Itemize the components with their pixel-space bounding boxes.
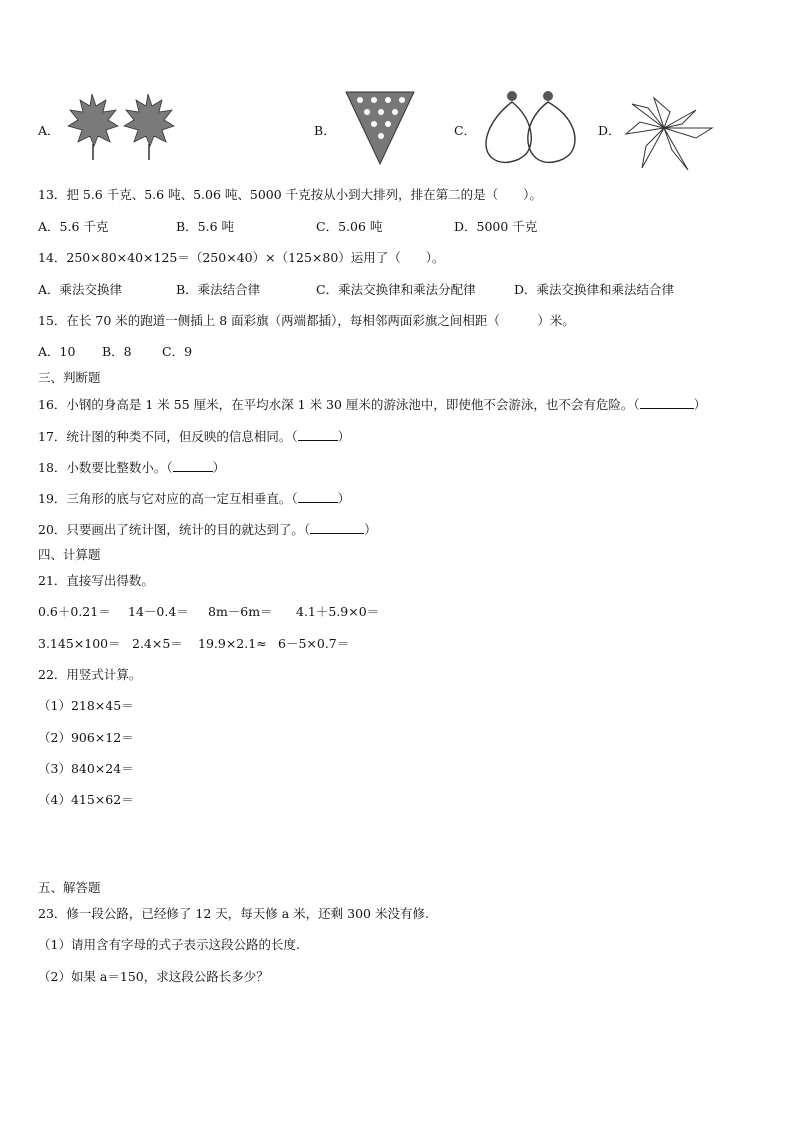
q15-option-a: A．10	[38, 344, 76, 359]
answer-blank[interactable]	[310, 521, 364, 534]
q21-row-1	[38, 604, 379, 620]
q14-option-d: D．乘法交换律和乘法结合律	[514, 282, 675, 297]
maple-leaves-figure	[60, 90, 180, 162]
maple-leaf-right-icon	[124, 94, 174, 160]
q22-item-2: （2）906×12＝	[38, 730, 134, 745]
q22-item-4: （4）415×62＝	[38, 792, 134, 807]
triangle-flowers-figure	[344, 90, 416, 166]
calc-item: 4.1＋5.9×0＝	[296, 604, 380, 619]
option-a-label: A．	[38, 123, 60, 138]
question-23: 23．修一段公路，已经修了 12 天，每天修 a 米，还剩 300 米没有修.	[38, 906, 429, 921]
section-5-heading: 五、解答题	[38, 880, 101, 895]
question-15-options	[38, 344, 192, 360]
question-19: 19．三角形的底与它对应的高一定互相垂直。（ ）	[38, 491, 351, 506]
q22-item-3: （3）840×24＝	[38, 761, 134, 776]
calc-item: 19.9×2.1≈	[198, 636, 267, 651]
option-d-label: D．	[598, 123, 621, 138]
question-17: 17．统计图的种类不同，但反映的信息相同。（ ）	[38, 429, 351, 444]
question-20: 20．只要画出了统计图，统计的目的就达到了。（ ）	[38, 522, 377, 537]
answer-blank[interactable]	[640, 396, 694, 409]
answer-blank[interactable]	[298, 428, 338, 441]
calc-item: 14－0.4＝	[128, 604, 189, 619]
section-3-heading: 三、判断题	[38, 370, 101, 385]
q14-option-b: B．乘法结合律	[176, 282, 261, 297]
q13-option-d: D．5000 千克	[454, 219, 538, 234]
calc-item: 3.145×100＝	[38, 636, 121, 651]
maple-leaf-left-icon	[68, 94, 118, 160]
calc-item: 2.4×5＝	[132, 636, 183, 651]
pinwheel-figure	[624, 94, 716, 174]
answer-blank[interactable]	[298, 490, 338, 503]
q14-option-a: A．乘法交换律	[38, 282, 123, 297]
question-22: 22．用竖式计算。	[38, 667, 142, 682]
q22-item-1: （1）218×45＝	[38, 698, 134, 713]
q13-option-c: C．5.06 吨	[316, 219, 383, 234]
q13-option-b: B．5.6 吨	[176, 219, 235, 234]
option-b-label: B．	[314, 123, 336, 138]
question-21: 21．直接写出得数。	[38, 573, 154, 588]
question-13: 13．把 5.6 千克、5.6 吨、5.06 吨、5000 千克按从小到大排列，排在第二的是（ ）。	[38, 187, 542, 202]
q13-option-a: A．5.6 千克	[38, 219, 109, 234]
question-14-options	[38, 282, 674, 298]
q23-sub-2: （2）如果 a＝150，求这段公路长多少？	[38, 969, 269, 984]
section-4-heading: 四、计算题	[38, 547, 101, 562]
question-13-options	[38, 219, 537, 235]
option-c-label: C．	[454, 123, 477, 138]
flower-top-right-icon	[543, 91, 553, 101]
calc-item: 8m－6m＝	[208, 604, 273, 619]
q23-sub-1: （1）请用含有字母的式子表示这段公路的长度.	[38, 937, 300, 952]
flower-top-left-icon	[507, 91, 517, 101]
question-16: 16．小钢的身高是 1 米 55 厘米，在平均水深 1 米 30 厘米的游泳池中，即使他不会游泳，也不会有危险。（ ）	[38, 397, 707, 412]
question-14: 14．250×80×40×125＝（250×40）×（125×80）运用了（ ）。	[38, 250, 445, 265]
answer-blank[interactable]	[173, 459, 213, 472]
heart-shapes-figure	[478, 88, 584, 168]
question-15: 15．在长 70 米的跑道一侧插上 8 面彩旗（两端都插），每相邻两面彩旗之间相距（ ）米。	[38, 313, 575, 328]
q14-option-c: C．乘法交换律和乘法分配律	[316, 282, 476, 297]
q15-option-c: C．9	[162, 344, 193, 359]
question-18: 18．小数要比整数小。（ ）	[38, 460, 226, 475]
calc-item: 0.6＋0.21＝	[38, 604, 111, 619]
q21-row-2	[38, 636, 349, 652]
q15-option-b: B．8	[102, 344, 132, 359]
calc-item: 6－5×0.7＝	[278, 636, 350, 651]
